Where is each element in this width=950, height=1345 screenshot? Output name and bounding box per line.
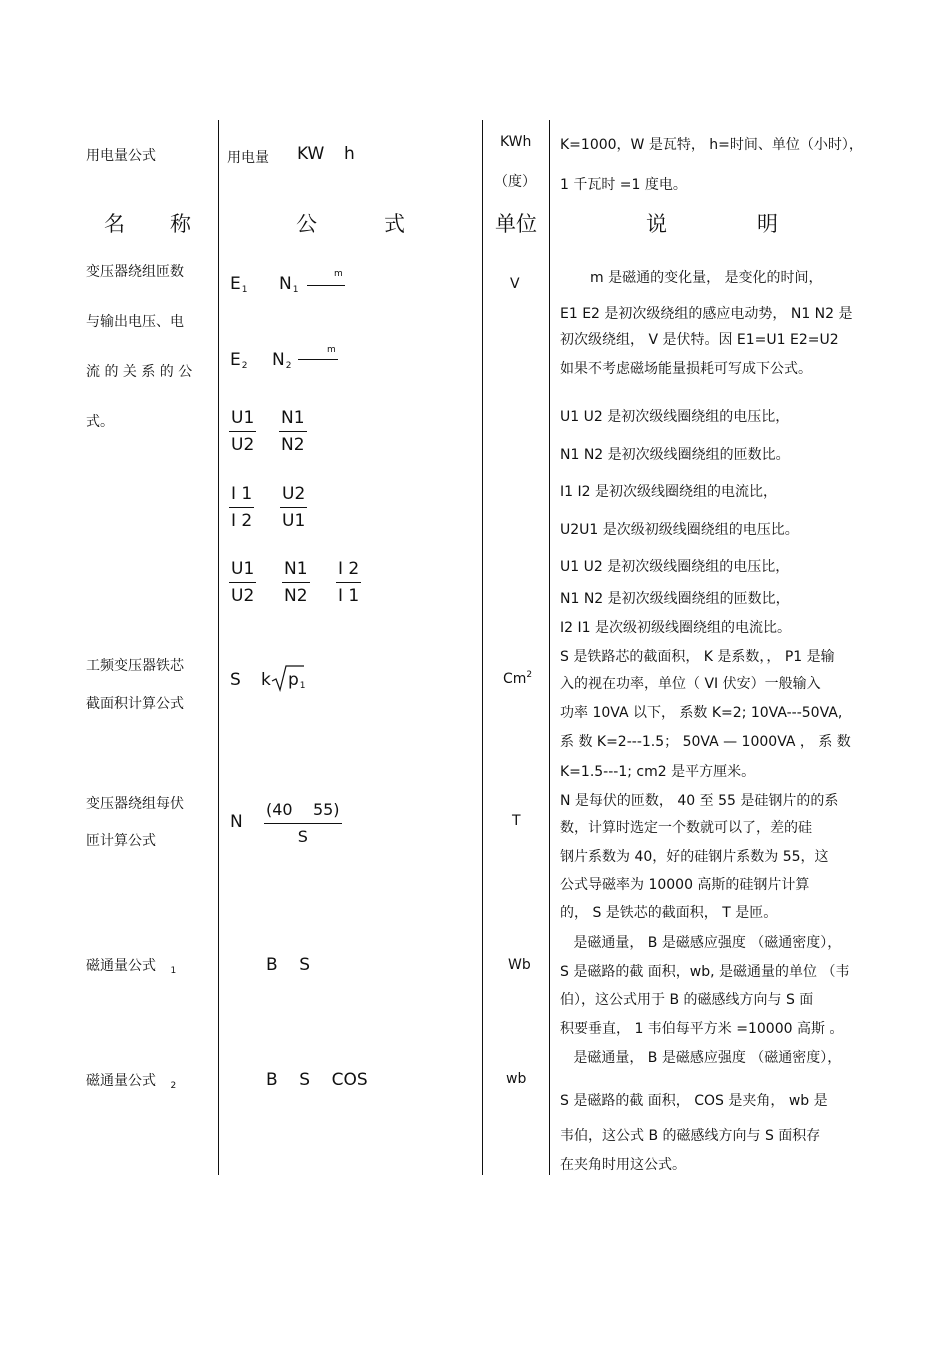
flux1-desc-4: 积要垂直， 1 韦伯每平方米 =10000 高斯 。 bbox=[560, 1021, 844, 1037]
flux1-formula: B S bbox=[266, 955, 311, 975]
usage-formula-label: 用电量 bbox=[227, 150, 269, 166]
turns-desc-5: 的， S 是铁芯的截面积， T 是匝。 bbox=[560, 905, 778, 921]
core-name-line-2: 截面积计算公式 bbox=[86, 696, 184, 712]
turns-name-line-2: 匝计算公式 bbox=[86, 833, 156, 849]
fraction-u1-bottom: U1 bbox=[282, 511, 306, 531]
usage-unit-line1: KWh bbox=[500, 134, 532, 150]
transformer-desc-b-1: U1 U2 是初次级线圈绕组的电压比， bbox=[560, 409, 790, 425]
turns-name-line-1: 变压器绕组每伏 bbox=[86, 796, 184, 812]
core-p: p bbox=[288, 670, 299, 690]
transformer-name-line-3: 流 的 关 系 的 公 bbox=[86, 364, 193, 380]
fraction-n1: N1 bbox=[279, 408, 307, 432]
usage-formula-h: h bbox=[344, 144, 355, 164]
header-formula-char-1: 公 bbox=[296, 212, 317, 236]
fraction-u2: U2 bbox=[231, 435, 255, 455]
eq2-e-sub: 2 bbox=[241, 361, 248, 371]
fraction-i2: I 2 bbox=[231, 511, 253, 531]
core-formula-s: S bbox=[230, 670, 241, 690]
flux2-formula: B S COS bbox=[266, 1070, 368, 1090]
transformer-desc-d-2: N1 N2 是初次级线圈绕组的匝数比， bbox=[560, 591, 790, 607]
transformer-desc-d-3: I2 I1 是次级初级线圈绕组的电流比。 bbox=[560, 620, 791, 636]
core-name-line-1: 工频变压器铁芯 bbox=[86, 658, 184, 674]
triple-n2: N2 bbox=[284, 586, 308, 606]
column-rule-1 bbox=[218, 120, 219, 1175]
flux2-desc-1: 是磁通量， B 是磁感应强度 （磁通密度）， bbox=[560, 1050, 842, 1066]
eq1-n: N bbox=[279, 274, 292, 294]
core-desc-4: 系 数 K=2---1.5； 50VA — 1000VA ， 系 数 bbox=[560, 734, 851, 750]
flux1-desc-3: 伯），这公式用于 B 的磁感线方向与 S 面 bbox=[560, 992, 814, 1008]
core-desc-2: 入的视在功率，单位（ VI 伏安）一般输入 bbox=[560, 676, 821, 692]
usage-desc-line2: 1 千瓦时 =1 度电。 bbox=[560, 177, 687, 193]
eq2-turns bbox=[272, 350, 291, 371]
header-unit: 单位 bbox=[495, 212, 537, 236]
eq2-phi-label: m bbox=[327, 345, 336, 355]
flux1-name bbox=[86, 955, 176, 976]
transformer-desc-b-2: N1 N2 是初次级线圈绕组的匝数比。 bbox=[560, 447, 790, 463]
usage-desc-line1: K=1000，W 是瓦特， h=时间、单位（小时）， bbox=[560, 137, 863, 153]
turns-fraction-num: (40 55) bbox=[264, 800, 342, 824]
core-desc-3: 功率 10VA 以下， 系数 K=2; 10VA---50VA, bbox=[560, 705, 843, 721]
flux2-name-text: 磁通量公式 bbox=[86, 1073, 156, 1089]
header-name-char-2: 称 bbox=[170, 212, 191, 236]
column-rule-3 bbox=[549, 120, 550, 1175]
header-name-char-1: 名 bbox=[104, 212, 125, 236]
flux2-desc-2: S 是磁路的截 面积， COS 是夹角， wb 是 bbox=[560, 1093, 828, 1109]
transformer-name-line-4: 式。 bbox=[86, 414, 114, 430]
triple-fraction-i bbox=[336, 559, 361, 606]
eq2-fraction-bar bbox=[298, 359, 338, 360]
turns-formula-n: N bbox=[230, 812, 243, 832]
core-formula-k: k bbox=[261, 670, 271, 690]
turns-unit: T bbox=[512, 813, 521, 829]
transformer-desc-a-4: 如果不考虑磁场能量损耗可写成下公式。 bbox=[560, 361, 812, 377]
core-p-sub: 1 bbox=[299, 681, 306, 691]
flux1-name-text: 磁通量公式 bbox=[86, 958, 156, 974]
turns-desc-4: 公式导磁率为 10000 高斯的硅钢片计算 bbox=[560, 877, 810, 893]
usage-unit-line2: （度） bbox=[494, 174, 536, 190]
fraction-u1: U1 bbox=[229, 408, 256, 432]
fraction-n1-n2 bbox=[279, 408, 307, 455]
usage-name: 用电量公式 bbox=[86, 148, 156, 164]
usage-formula-kw: KW bbox=[297, 144, 325, 164]
flux1-unit: Wb bbox=[508, 957, 531, 973]
eq2-n: N bbox=[272, 350, 285, 370]
transformer-name-line-2: 与输出电压、电 bbox=[86, 314, 184, 330]
column-rule-2 bbox=[482, 120, 483, 1175]
eq2-emf bbox=[230, 350, 247, 371]
eq1-turns bbox=[279, 274, 298, 295]
triple-fraction-n bbox=[282, 559, 310, 606]
turns-fraction bbox=[264, 800, 342, 847]
eq1-e-sub: 1 bbox=[241, 285, 248, 295]
core-formula-p bbox=[288, 670, 306, 691]
flux1-desc-1: 是磁通量， B 是磁感应强度 （磁通密度）， bbox=[560, 935, 842, 951]
eq1-fraction-bar bbox=[307, 285, 345, 286]
flux2-desc-4: 在夹角时用这公式。 bbox=[560, 1157, 686, 1173]
turns-desc-1: N 是每伏的匝数， 40 至 55 是硅钢片的的系 bbox=[560, 793, 839, 809]
core-desc-1: S 是铁路芯的截面积， K 是系数，， P1 是输 bbox=[560, 649, 835, 665]
flux1-name-num: 1 bbox=[170, 966, 177, 976]
flux2-unit: wb bbox=[506, 1071, 527, 1087]
header-formula-char-2: 式 bbox=[384, 212, 405, 236]
triple-i2: I 2 bbox=[336, 559, 361, 583]
eq2-e: E bbox=[230, 350, 241, 370]
turns-fraction-den: S bbox=[297, 827, 308, 846]
core-unit-base: Cm bbox=[503, 671, 527, 687]
core-desc-5: K=1.5---1; cm2 是平方厘米。 bbox=[560, 764, 756, 780]
header-desc-char-2: 明 bbox=[757, 212, 778, 236]
transformer-unit: V bbox=[510, 276, 520, 292]
transformer-name-line-1: 变压器绕组匝数 bbox=[86, 264, 184, 280]
core-unit-sup: 2 bbox=[526, 670, 533, 680]
header-desc-char-1: 说 bbox=[646, 212, 667, 236]
eq1-emf bbox=[230, 274, 247, 295]
triple-n1: N1 bbox=[282, 559, 310, 583]
eq1-phi-label: m bbox=[334, 269, 343, 279]
triple-u2: U2 bbox=[231, 586, 255, 606]
transformer-desc-d-1: U1 U2 是初次级线圈绕组的电压比， bbox=[560, 559, 790, 575]
fraction-u2-u1 bbox=[280, 484, 307, 531]
transformer-desc-c-2: U2U1 是次级初级线圈绕组的电压比。 bbox=[560, 522, 799, 538]
turns-desc-3: 钢片系数为 40，好的硅钢片系数为 55，这 bbox=[560, 849, 829, 865]
flux1-desc-2: S 是磁路的截 面积，wb, 是磁通量的单位 （韦 bbox=[560, 964, 850, 980]
transformer-desc-a-1: m 是磁通的变化量， 是变化的时间， bbox=[590, 270, 823, 286]
triple-i1: I 1 bbox=[338, 586, 360, 606]
fraction-u1-u2 bbox=[229, 408, 256, 455]
flux2-desc-3: 韦伯，这公式 B 的磁感线方向与 S 面积存 bbox=[560, 1128, 821, 1144]
fraction-u2-top: U2 bbox=[280, 484, 307, 508]
triple-fraction-u bbox=[229, 559, 256, 606]
fraction-i1-i2 bbox=[229, 484, 254, 531]
flux2-name bbox=[86, 1070, 176, 1091]
turns-desc-2: 数，计算时选定一个数就可以了，差的硅 bbox=[560, 820, 812, 836]
transformer-desc-a-2: E1 E2 是初次级绕组的感应电动势， N1 N2 是 bbox=[560, 306, 853, 322]
flux2-name-num: 2 bbox=[170, 1081, 177, 1091]
fraction-n2: N2 bbox=[281, 435, 305, 455]
core-unit bbox=[503, 670, 532, 687]
triple-u1: U1 bbox=[229, 559, 256, 583]
eq1-e: E bbox=[230, 274, 241, 294]
eq2-n-sub: 2 bbox=[285, 361, 292, 371]
eq1-n-sub: 1 bbox=[292, 285, 299, 295]
transformer-desc-c-1: I1 I2 是初次级线圈绕组的电流比， bbox=[560, 484, 777, 500]
fraction-i1: I 1 bbox=[229, 484, 254, 508]
transformer-desc-a-3: 初次级绕组， V 是伏特。因 E1=U1 E2=U2 bbox=[560, 332, 839, 348]
